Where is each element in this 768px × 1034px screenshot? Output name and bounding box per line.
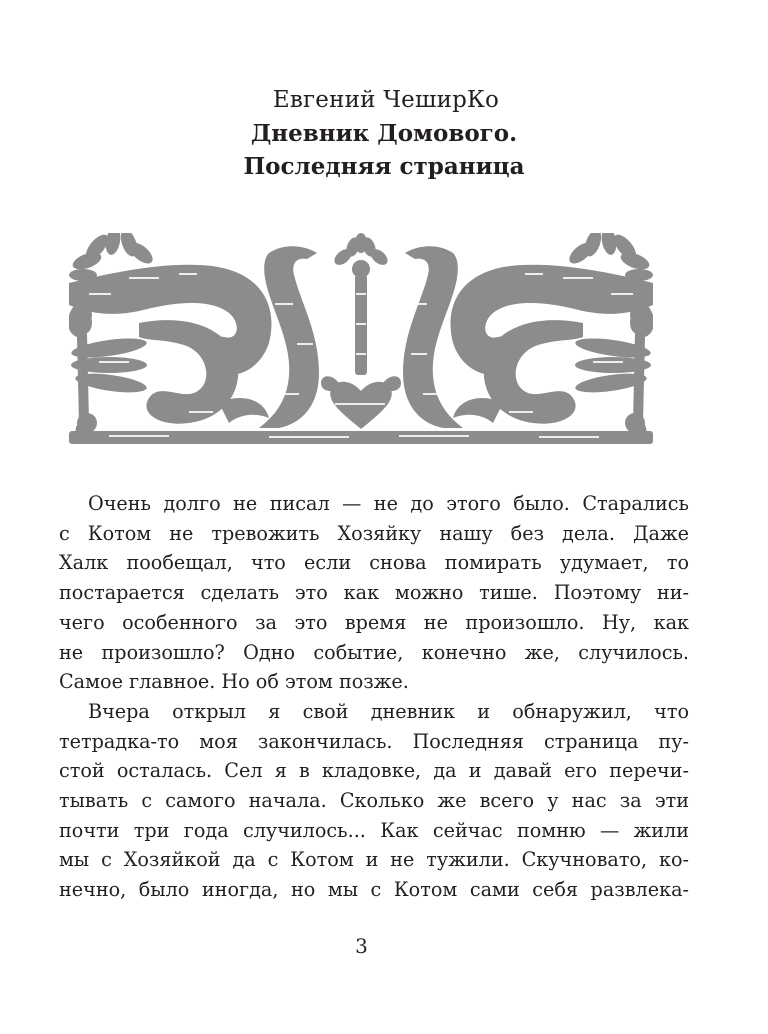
- decorative-ornament: [69, 233, 653, 446]
- text-line: почти три года случилось... Как сейчас помню — жили: [59, 818, 689, 842]
- text-line: стой осталась. Сел я в кладовке, да и давай его перечи-: [59, 759, 689, 783]
- chapter-title-line-1: Дневник Домового.: [250, 120, 518, 147]
- chapter-title-line-2: Последняя страница: [243, 153, 525, 180]
- text-line: постарается сделать это как можно тише. Поэтому ни-: [59, 581, 689, 605]
- paragraph-2: [59, 697, 689, 905]
- text-line: Очень долго не писал — не до этого было. Старались: [88, 492, 689, 515]
- text-line: Халк пообещал, что если снова помирать удумает, то: [59, 551, 689, 575]
- bird-ornament-icon: [69, 233, 653, 446]
- page-number: 3: [355, 934, 368, 958]
- paragraph-1: [59, 489, 689, 697]
- text-line: с Котом не тревожить Хозяйку нашу без дела. Даже: [59, 521, 689, 545]
- chapter-header: [0, 84, 768, 183]
- author-name: Евгений ЧеширКо: [272, 87, 500, 113]
- text-line: мы с Хозяйкой да с Котом и не тужили. Скучновато, ко-: [59, 848, 689, 872]
- text-line: Вчера открыл я свой дневник и обнаружил, что: [88, 699, 689, 723]
- text-line: чего особенного за это время не произошло. Ну, как: [59, 610, 689, 634]
- body-text: [59, 489, 689, 905]
- text-line: Самое главное. Но об этом позже.: [59, 670, 409, 694]
- text-line: тывать с самого начала. Сколько же всего у нас за эти: [59, 789, 689, 813]
- text-line: нечно, было иногда, но мы с Котом сами себя развлека-: [59, 878, 689, 902]
- text-line: тетрадка-то моя закончилась. Последняя страница пу-: [59, 729, 689, 753]
- text-line: не произошло? Одно событие, конечно же, случилось.: [59, 640, 689, 664]
